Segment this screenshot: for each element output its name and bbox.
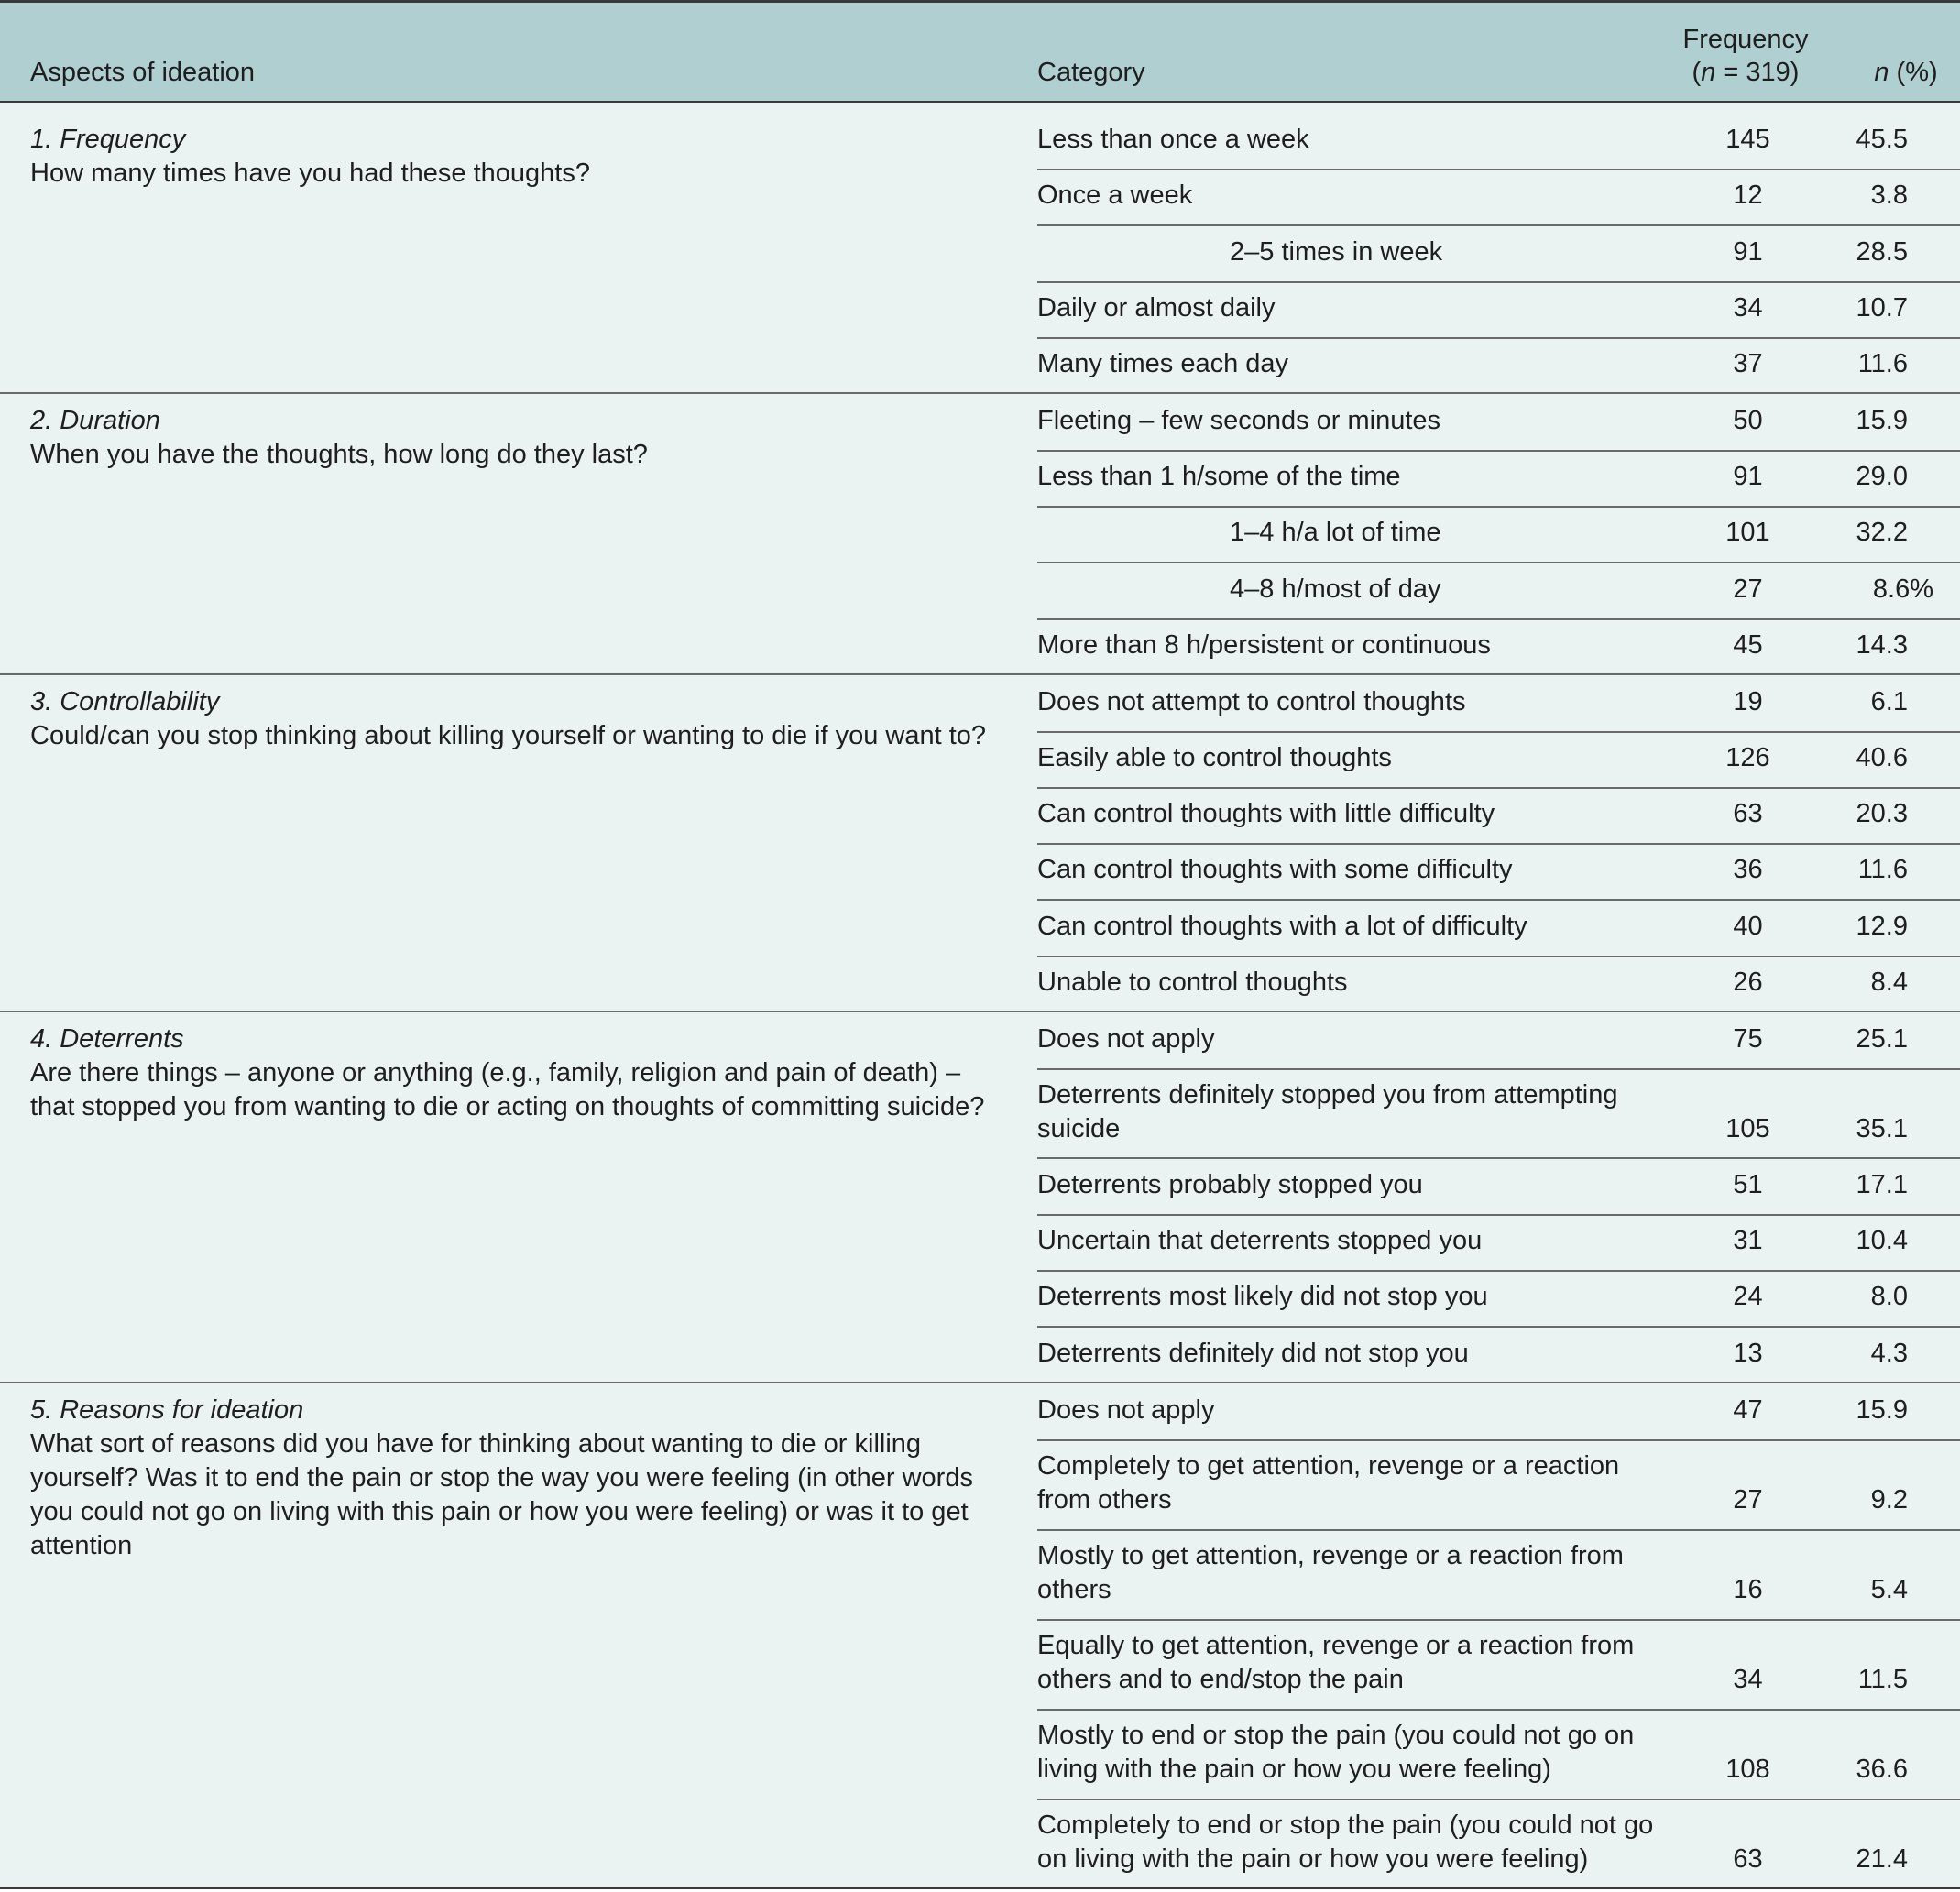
percent-cell: 21.4: [1856, 1844, 1908, 1874]
category-cell: Once a week: [1037, 180, 1193, 210]
row-divider: [1037, 956, 1960, 957]
section-divider: [0, 1011, 1960, 1012]
frequency-cell: 47: [1733, 1395, 1763, 1425]
category-cell: Completely to get attention, revenge or a reaction from others: [1037, 1451, 1620, 1515]
percent-cell: 35.1: [1856, 1114, 1908, 1143]
frequency-cell: 24: [1733, 1282, 1763, 1311]
aspect-controllability: [30, 685, 1002, 753]
aspect-title: 1. Frequency: [30, 125, 186, 154]
percent-cell: 5.4: [1870, 1575, 1908, 1604]
row-divider: [1037, 1619, 1960, 1621]
frequency-cell: 34: [1733, 1665, 1763, 1694]
row-divider: [1037, 1214, 1960, 1216]
frequency-cell: 31: [1733, 1226, 1763, 1255]
aspect-question: How many times have you had these thoughts?: [30, 159, 590, 188]
frequency-cell: 63: [1733, 799, 1763, 828]
percent-cell: 11.6: [1857, 349, 1908, 378]
row-divider: [1037, 169, 1960, 170]
category-cell: Mostly to get attention, revenge or a reaction from others: [1037, 1541, 1624, 1604]
category-cell: Can control thoughts with little difficulty: [1037, 799, 1495, 828]
frequency-cell: 145: [1725, 125, 1770, 154]
aspect-question: Are there things – anyone or anything (e.g., family, religion and pain of death) – that stopped you from wanting to die or acting on thoughts of committing suicide?: [30, 1058, 985, 1121]
percent-cell: 20.3: [1856, 799, 1908, 828]
frequency-cell: 91: [1733, 237, 1763, 267]
category-cell: Many times each day: [1037, 349, 1289, 378]
frequency-cell: 36: [1733, 855, 1763, 884]
row-divider: [1037, 731, 1960, 733]
frequency-cell: 126: [1725, 743, 1770, 772]
frequency-cell: 101: [1725, 518, 1770, 547]
category-cell: Equally to get attention, revenge or a reaction from others and to end/stop the pain: [1037, 1631, 1635, 1694]
header-frequency-n: (n = 319): [1692, 58, 1800, 87]
category-cell: Mostly to end or stop the pain (you could not go on living with the pain or how you were feeling): [1037, 1721, 1635, 1784]
frequency-cell: 19: [1733, 687, 1763, 716]
row-divider: [1037, 1270, 1960, 1272]
aspect-title: 3. Controllability: [30, 687, 220, 716]
frequency-cell: 26: [1733, 968, 1763, 997]
aspect-title: 5. Reasons for ideation: [30, 1395, 304, 1425]
percent-cell: 14.3: [1856, 630, 1908, 660]
aspect-question: What sort of reasons did you have for thinking about wanting to die or killing yourself? Was it to end the pain or stop the way you were feeling (in other words you could not go on living with this pain or how you were feeling) or was it to get attention: [30, 1429, 973, 1560]
header-frequency: [1640, 23, 1851, 89]
percent-cell: 8.0: [1870, 1282, 1908, 1311]
row-divider: [1037, 618, 1960, 620]
row-divider: [1037, 787, 1960, 789]
row-divider: [1037, 1529, 1960, 1531]
frequency-cell: 27: [1733, 1485, 1763, 1515]
row-divider: [1037, 899, 1960, 901]
percent-cell: 10.7: [1856, 293, 1908, 323]
category-cell: More than 8 h/persistent or continuous: [1037, 630, 1491, 660]
percent-cell: 8.6%: [1872, 574, 1933, 604]
percent-cell: 9.2: [1870, 1485, 1908, 1515]
row-divider: [1037, 1157, 1960, 1159]
aspect-question: When you have the thoughts, how long do they last?: [30, 440, 648, 469]
frequency-cell: 51: [1733, 1170, 1763, 1199]
category-cell: Does not apply: [1037, 1024, 1215, 1054]
percent-cell: 32.2: [1856, 518, 1908, 547]
frequency-cell: 45: [1733, 630, 1763, 660]
frequency-cell: 91: [1733, 462, 1763, 491]
category-cell: 2–5 times in week: [1230, 237, 1443, 267]
percent-cell: 3.8: [1870, 180, 1908, 210]
category-cell: Less than 1 h/some of the time: [1037, 462, 1401, 491]
category-cell: Can control thoughts with some difficulty: [1037, 855, 1513, 884]
row-divider: [1037, 281, 1960, 283]
frequency-cell: 13: [1733, 1339, 1763, 1368]
percent-cell: 36.6: [1856, 1755, 1908, 1784]
row-divider: [1037, 1799, 1960, 1800]
category-cell: Unable to control thoughts: [1037, 968, 1348, 997]
aspect-reasons: [30, 1394, 1002, 1563]
category-cell: Can control thoughts with a lot of difficulty: [1037, 912, 1527, 941]
row-divider: [1037, 1439, 1960, 1441]
section-divider: [0, 392, 1960, 394]
percent-cell: 11.6: [1857, 855, 1908, 884]
row-divider: [1037, 224, 1960, 226]
category-cell: Fleeting – few seconds or minutes: [1037, 406, 1441, 435]
section-divider: [0, 1382, 1960, 1383]
percent-cell: 17.1: [1856, 1170, 1908, 1199]
category-cell: Does not attempt to control thoughts: [1037, 687, 1466, 716]
frequency-cell: 105: [1725, 1114, 1770, 1143]
frequency-cell: 50: [1733, 406, 1763, 435]
category-cell: Deterrents definitely did not stop you: [1037, 1339, 1469, 1368]
percent-cell: 25.1: [1856, 1024, 1908, 1054]
header-aspects: Aspects of ideation: [30, 58, 256, 87]
category-cell: Deterrents probably stopped you: [1037, 1170, 1423, 1199]
frequency-cell: 108: [1725, 1755, 1770, 1784]
category-cell: Does not apply: [1037, 1395, 1215, 1425]
row-divider: [1037, 337, 1960, 339]
aspect-duration: [30, 404, 1002, 472]
frequency-cell: 40: [1733, 912, 1763, 941]
category-cell: Daily or almost daily: [1037, 293, 1276, 323]
percent-cell: 28.5: [1856, 237, 1908, 267]
frequency-cell: 27: [1733, 574, 1763, 604]
percent-cell: 40.6: [1856, 743, 1908, 772]
aspect-frequency: [30, 123, 1002, 191]
frequency-cell: 75: [1733, 1024, 1763, 1054]
aspect-title: 2. Duration: [30, 406, 160, 435]
aspect-question: Could/can you stop thinking about killing yourself or wanting to die if you want to?: [30, 721, 987, 750]
percent-cell: 10.4: [1856, 1226, 1908, 1255]
table-header: [0, 0, 1960, 103]
percent-cell: 11.5: [1857, 1665, 1908, 1694]
category-cell: 4–8 h/most of day: [1230, 574, 1441, 604]
frequency-cell: 34: [1733, 293, 1763, 323]
category-cell: Deterrents most likely did not stop you: [1037, 1282, 1488, 1311]
frequency-cell: 16: [1733, 1575, 1763, 1604]
category-cell: Deterrents definitely stopped you from attempting suicide: [1037, 1080, 1618, 1143]
percent-cell: 15.9: [1856, 1395, 1908, 1425]
row-divider: [1037, 562, 1960, 563]
percent-cell: 8.4: [1870, 968, 1908, 997]
row-divider: [1037, 843, 1960, 845]
percent-cell: 29.0: [1856, 462, 1908, 491]
header-percent: n (%): [1874, 58, 1938, 87]
row-divider: [1037, 1326, 1960, 1328]
category-cell: Completely to end or stop the pain (you could not go on living with the pain or how you were feeling): [1037, 1810, 1654, 1874]
aspect-title: 4. Deterrents: [30, 1024, 184, 1054]
aspect-deterrents: [30, 1023, 1002, 1124]
header-frequency-label: Frequency: [1682, 25, 1809, 54]
header-category: Category: [1037, 58, 1145, 87]
category-cell: Less than once a week: [1037, 125, 1309, 154]
section-divider: [0, 673, 1960, 675]
frequency-cell: 63: [1733, 1844, 1763, 1874]
row-divider: [1037, 1068, 1960, 1070]
category-cell: Easily able to control thoughts: [1037, 743, 1392, 772]
row-divider: [1037, 506, 1960, 508]
table-body: [0, 103, 1960, 1889]
percent-cell: 6.1: [1870, 687, 1908, 716]
percent-cell: 15.9: [1856, 406, 1908, 435]
percent-cell: 4.3: [1870, 1339, 1908, 1368]
category-cell: Uncertain that deterrents stopped you: [1037, 1226, 1483, 1255]
frequency-cell: 37: [1733, 349, 1763, 378]
row-divider: [1037, 450, 1960, 452]
percent-cell: 12.9: [1856, 912, 1908, 941]
frequency-cell: 12: [1733, 180, 1763, 210]
row-divider: [1037, 1709, 1960, 1711]
percent-cell: 45.5: [1856, 125, 1908, 154]
category-cell: 1–4 h/a lot of time: [1230, 518, 1441, 547]
